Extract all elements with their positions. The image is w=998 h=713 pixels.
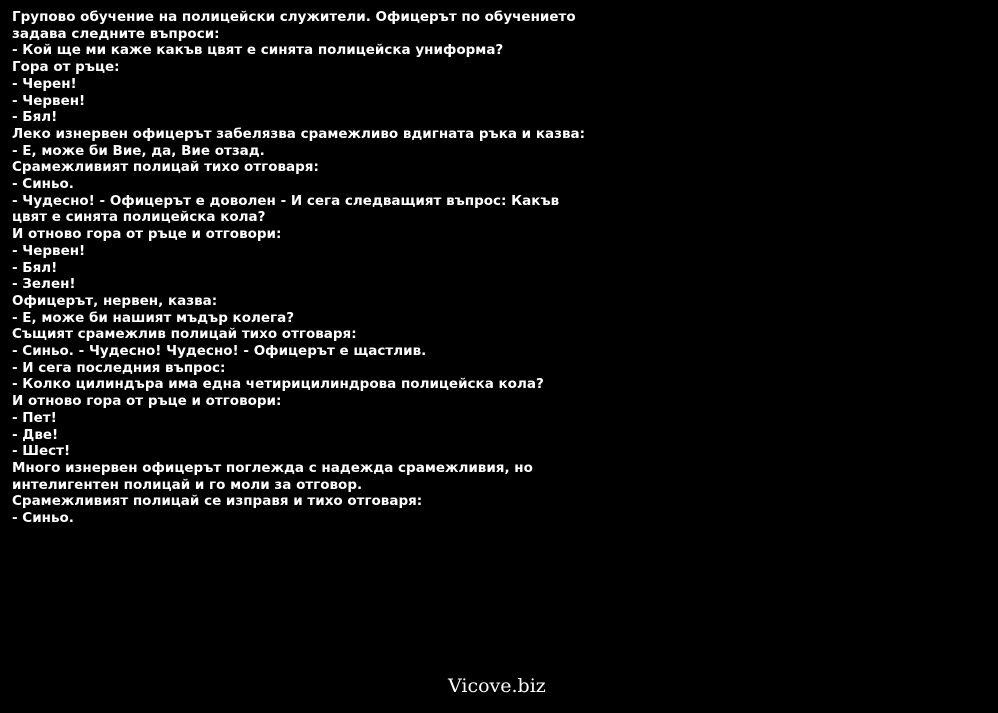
joke-line: Срамежливият полицай се изправя и тихо отговаря: xyxy=(12,493,423,510)
joke-line: - Чудесно! - Офицерът е доволен - И сега следващият въпрос: Какъв xyxy=(12,192,560,209)
joke-line: - Пет! xyxy=(12,409,57,426)
site-watermark: Vicove.biz xyxy=(448,675,546,697)
joke-line: Много изнервен офицерът поглежда с надежда срамежливия, но xyxy=(12,459,533,476)
joke-line: - Бял! xyxy=(12,109,58,126)
joke-line: - И сега последния въпрос: xyxy=(12,359,226,376)
joke-line: - Синьо. xyxy=(12,176,74,193)
joke-line: - Шест! xyxy=(12,443,71,460)
joke-line: - Синьо. - Чудесно! Чудесно! - Офицерът е щастлив. xyxy=(12,343,427,360)
joke-line: интелигентен полицай и го моли за отговор. xyxy=(12,476,363,493)
joke-line: Леко изнервен офицерът забелязва срамежливо вдигната ръка и казва: xyxy=(12,125,585,142)
joke-line: И отново гора от ръце и отговори: xyxy=(12,393,282,410)
joke-line: Групово обучение на полицейски служители. Офицерът по обучението xyxy=(12,9,576,25)
joke-line: Срамежливият полицай тихо отговаря: xyxy=(12,159,319,176)
joke-line: - Колко цилиндъра има една четирицилиндрова полицейска кола? xyxy=(12,376,544,393)
joke-line: Офицерът, нервен, казва: xyxy=(12,292,218,309)
joke-line: - Червен! xyxy=(12,92,86,109)
joke-text-block xyxy=(12,9,612,527)
joke-line: - Кой ще ми каже какъв цвят е синята полицейска униформа? xyxy=(12,42,504,59)
joke-line: цвят е синята полицейска кола? xyxy=(12,209,266,226)
joke-line: - Бял! xyxy=(12,259,58,276)
joke-line: - Черен! xyxy=(12,75,77,92)
joke-line: Гора от ръце: xyxy=(12,59,120,76)
joke-line: И отново гора от ръце и отговори: xyxy=(12,226,282,243)
joke-line: Същият срамежлив полицай тихо отговаря: xyxy=(12,326,357,343)
joke-line: - Червен! xyxy=(12,242,86,259)
joke-line: - Е, може би Вие, да, Вие отзад. xyxy=(12,142,265,159)
joke-line: - Е, може би нашият мъдър колега? xyxy=(12,309,295,326)
joke-line: - Синьо. xyxy=(12,510,74,527)
joke-line: задава следните въпроси: xyxy=(12,25,220,42)
joke-line: - Зелен! xyxy=(12,276,76,293)
joke-line: - Две! xyxy=(12,426,59,443)
